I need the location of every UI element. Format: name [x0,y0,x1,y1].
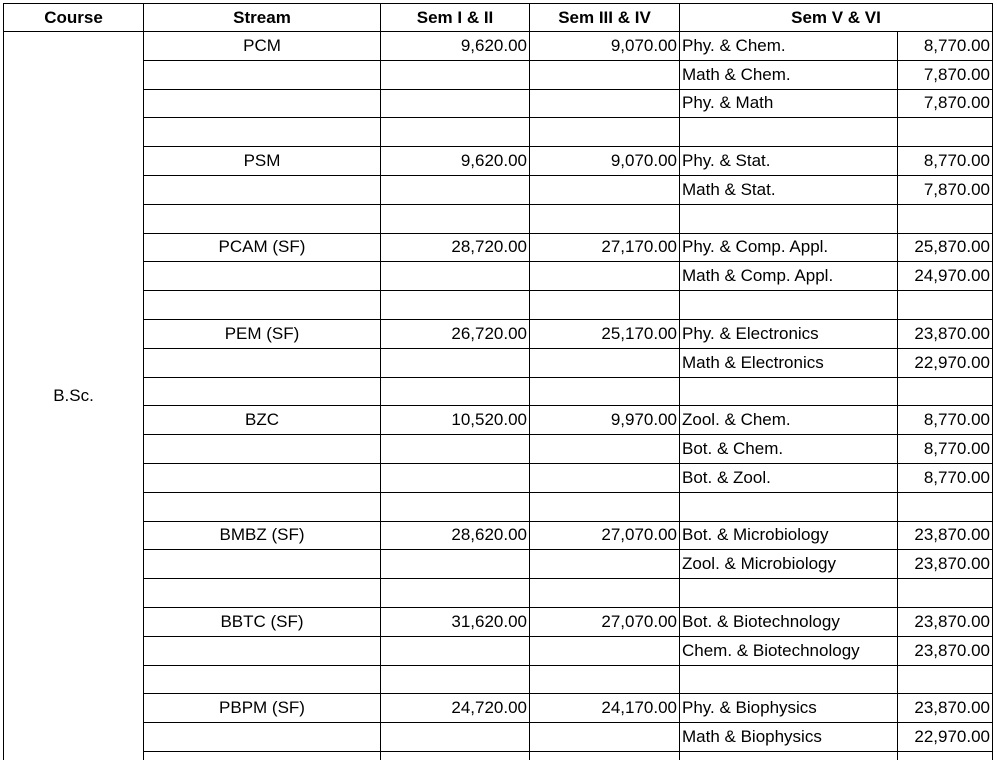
table-row [4,636,993,665]
sem-1-2-fee [381,89,530,118]
sem-5-6-fee: 23,870.00 [898,550,993,579]
spacer-row [4,291,993,320]
subject-combination: Chem. & Biotechnology [680,636,898,665]
table-row [4,463,993,492]
fee-table-body [4,32,993,760]
sem-5-6-fee: 8,770.00 [898,32,993,61]
empty-cell [530,118,680,147]
table-row [4,89,993,118]
sem-3-4-fee [530,89,680,118]
empty-cell [144,291,381,320]
sem-5-6-fee: 25,870.00 [898,233,993,262]
stream-cell [144,636,381,665]
empty-cell [144,377,381,406]
empty-cell [381,204,530,233]
spacer-row [4,665,993,694]
empty-cell [144,118,381,147]
empty-cell [144,751,381,760]
sem-5-6-fee: 23,870.00 [898,607,993,636]
table-row [4,723,993,752]
empty-cell [381,579,530,608]
empty-cell [530,291,680,320]
table-row [4,147,993,176]
stream-cell [144,60,381,89]
empty-cell [144,579,381,608]
stream-cell [144,723,381,752]
sem-1-2-fee [381,435,530,464]
header-sem-5-6: Sem V & VI [680,4,993,32]
sem-3-4-fee: 9,970.00 [530,406,680,435]
stream-cell: PSM [144,147,381,176]
empty-cell [680,492,898,521]
empty-cell [530,751,680,760]
sem-3-4-fee [530,435,680,464]
table-row [4,607,993,636]
sem-5-6-fee: 8,770.00 [898,406,993,435]
empty-cell [144,204,381,233]
sem-1-2-fee [381,550,530,579]
sem-1-2-fee [381,636,530,665]
header-sem-3-4: Sem III & IV [530,4,680,32]
subject-combination: Phy. & Math [680,89,898,118]
sem-5-6-fee: 7,870.00 [898,175,993,204]
table-row [4,521,993,550]
sem-1-2-fee [381,463,530,492]
subject-combination: Phy. & Chem. [680,32,898,61]
subject-combination: Zool. & Chem. [680,406,898,435]
subject-combination: Math & Comp. Appl. [680,262,898,291]
stream-cell [144,463,381,492]
empty-cell [381,118,530,147]
stream-cell [144,348,381,377]
sem-3-4-fee: 27,170.00 [530,233,680,262]
stream-cell: BBTC (SF) [144,607,381,636]
sem-3-4-fee [530,175,680,204]
subject-combination: Math & Biophysics [680,723,898,752]
sem-1-2-fee: 28,620.00 [381,521,530,550]
fee-table [3,3,993,760]
header-stream: Stream [144,4,381,32]
empty-cell [680,291,898,320]
subject-combination: Phy. & Comp. Appl. [680,233,898,262]
empty-cell [144,492,381,521]
sem-3-4-fee: 9,070.00 [530,147,680,176]
table-row [4,694,993,723]
subject-combination: Bot. & Microbiology [680,521,898,550]
stream-cell [144,262,381,291]
sem-1-2-fee [381,723,530,752]
sem-1-2-fee [381,175,530,204]
sem-3-4-fee [530,636,680,665]
stream-cell: PEM (SF) [144,319,381,348]
table-row [4,262,993,291]
fee-table-wrapper [3,3,993,760]
empty-cell [680,118,898,147]
sem-5-6-fee: 23,870.00 [898,319,993,348]
subject-combination: Math & Chem. [680,60,898,89]
sem-5-6-fee: 8,770.00 [898,463,993,492]
table-row [4,60,993,89]
sem-5-6-fee: 23,870.00 [898,636,993,665]
subject-combination: Zool. & Microbiology [680,550,898,579]
header-sem-1-2: Sem I & II [381,4,530,32]
spacer-row [4,579,993,608]
subject-combination: Math & Stat. [680,175,898,204]
empty-cell [530,579,680,608]
empty-cell [898,291,993,320]
stream-cell [144,550,381,579]
empty-cell [530,377,680,406]
spacer-row [4,377,993,406]
empty-cell [381,665,530,694]
stream-cell: BZC [144,406,381,435]
table-row [4,32,993,61]
sem-1-2-fee: 10,520.00 [381,406,530,435]
sem-5-6-fee: 8,770.00 [898,435,993,464]
subject-combination: Math & Electronics [680,348,898,377]
stream-cell [144,175,381,204]
empty-cell [898,118,993,147]
stream-cell: PCAM (SF) [144,233,381,262]
table-row [4,348,993,377]
sem-5-6-fee: 22,970.00 [898,348,993,377]
empty-cell [530,492,680,521]
subject-combination: Bot. & Chem. [680,435,898,464]
course-cell: B.Sc. [4,32,144,760]
sem-1-2-fee: 31,620.00 [381,607,530,636]
sem-1-2-fee [381,262,530,291]
sem-5-6-fee: 22,970.00 [898,723,993,752]
sem-5-6-fee: 23,870.00 [898,521,993,550]
sem-3-4-fee: 24,170.00 [530,694,680,723]
empty-cell [381,291,530,320]
stream-cell [144,435,381,464]
sem-3-4-fee: 27,070.00 [530,607,680,636]
sem-3-4-fee: 9,070.00 [530,32,680,61]
table-row [4,550,993,579]
empty-cell [898,204,993,233]
header-course: Course [4,4,144,32]
table-row [4,406,993,435]
empty-cell [898,579,993,608]
sem-3-4-fee [530,348,680,377]
sem-1-2-fee: 26,720.00 [381,319,530,348]
subject-combination: Phy. & Stat. [680,147,898,176]
sem-1-2-fee: 24,720.00 [381,694,530,723]
subject-combination: Bot. & Zool. [680,463,898,492]
empty-cell [530,665,680,694]
empty-cell [144,665,381,694]
sem-1-2-fee: 9,620.00 [381,32,530,61]
subject-combination: Bot. & Biotechnology [680,607,898,636]
stream-cell: PCM [144,32,381,61]
table-row [4,319,993,348]
spacer-row [4,204,993,233]
sem-1-2-fee: 28,720.00 [381,233,530,262]
sem-5-6-fee: 24,970.00 [898,262,993,291]
empty-cell [381,492,530,521]
empty-cell [898,377,993,406]
empty-cell [898,665,993,694]
header-row [4,4,993,32]
empty-cell [680,665,898,694]
sem-5-6-fee: 8,770.00 [898,147,993,176]
empty-cell [680,377,898,406]
empty-cell [898,751,993,760]
sem-1-2-fee [381,348,530,377]
subject-combination: Phy. & Biophysics [680,694,898,723]
spacer-row [4,492,993,521]
sem-3-4-fee [530,262,680,291]
empty-cell [680,579,898,608]
sem-5-6-fee: 23,870.00 [898,694,993,723]
sem-5-6-fee: 7,870.00 [898,60,993,89]
sem-3-4-fee [530,723,680,752]
table-row [4,175,993,204]
trailing-row [4,751,993,760]
empty-cell [381,751,530,760]
stream-cell: PBPM (SF) [144,694,381,723]
sem-1-2-fee [381,60,530,89]
empty-cell [680,751,898,760]
sem-3-4-fee: 25,170.00 [530,319,680,348]
sem-5-6-fee: 7,870.00 [898,89,993,118]
sem-3-4-fee [530,60,680,89]
empty-cell [680,204,898,233]
sem-3-4-fee [530,463,680,492]
table-row [4,233,993,262]
subject-combination: Phy. & Electronics [680,319,898,348]
sem-3-4-fee: 27,070.00 [530,521,680,550]
empty-cell [530,204,680,233]
stream-cell [144,89,381,118]
empty-cell [898,492,993,521]
empty-cell [381,377,530,406]
spacer-row [4,118,993,147]
sem-1-2-fee: 9,620.00 [381,147,530,176]
table-row [4,435,993,464]
stream-cell: BMBZ (SF) [144,521,381,550]
sem-3-4-fee [530,550,680,579]
